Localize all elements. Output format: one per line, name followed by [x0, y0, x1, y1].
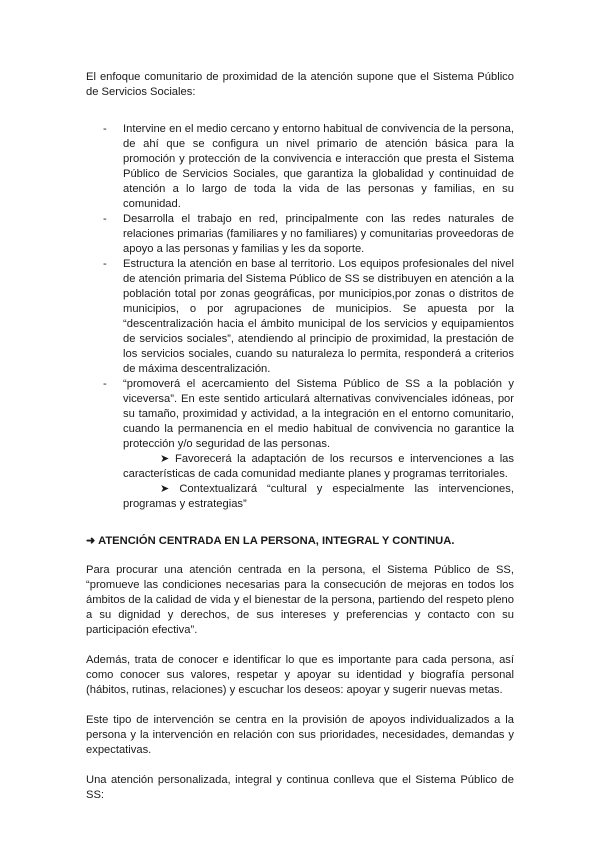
dash-bullet: -: [103, 213, 107, 225]
dash-bullet: -: [103, 123, 107, 135]
list-item: [86, 377, 514, 452]
body-paragraph: Una atención personalizada, integral y continua conlleva que el Sistema Público de SS:: [86, 774, 514, 801]
sub-point-text: ➤ Favorecerá la adaptación de los recursos e intervenciones a las características de cada comunidad mediante planes y programas territoriales.: [123, 453, 514, 480]
list-item: [86, 257, 514, 377]
intro-paragraph: El enfoque comunitario de proximidad de la atención supone que el Sistema Público de Servicios Sociales:: [86, 71, 514, 98]
sub-point: [123, 482, 514, 512]
list-item-text: Desarrolla el trabajo en red, principalmente con las redes naturales de relaciones primarias (familiares y no familiares) y comunitarias proveedoras de apoyo a las personas y familias y les da soporte.: [123, 213, 514, 255]
body-paragraph: Para procurar una atención centrada en la persona, el Sistema Público de SS, “promueve las condiciones necesarias para la consecución de mejoras en todos los ámbitos de la calidad de vida y el bienestar de la persona, partiendo del respeto pleno a su dignidad y derechos, de sus intereses y preferencias y contacto con su participación efectiva”.: [86, 564, 514, 636]
sub-point-text: ➤ Contextualizará “cultural y especialmente las intervenciones, programas y estrategias”: [123, 483, 514, 510]
list-item: [86, 122, 514, 212]
dash-bullet: -: [103, 378, 107, 390]
body-paragraph: Además, trata de conocer e identificar lo que es importante para cada persona, así como conocer sus valores, respetar y apoyar su identidad y biografía personal (hábitos, rutinas, relaciones) y escuchar los deseos: apoyar y sugerir nuevas metas.: [86, 654, 514, 696]
document-page: [86, 70, 514, 803]
list-item-text: Intervine en el medio cercano y entorno habitual de convivencia de la persona, de ahí que se configura un nivel primario de atención básica para la promoción y protección de la convivencia e interacción que presta el Sistema Público de Servicios Sociales, que garantiza la globalidad y continuidad de atención a lo largo de toda la vida de las personas y familias, en su comunidad.: [123, 123, 514, 210]
list-item: [86, 212, 514, 257]
list-item-text: “promoverá el acercamiento del Sistema Público de SS a la población y viceversa”. En este sentido articulará alternativas convivenciales idóneas, por su tamaño, proximidad y actividad, a la integración en el entorno comunitario, cuando la permanencia en el medio habitual de convivencia no garantice la protección y/o seguridad de las personas.: [123, 378, 514, 450]
bullet-list: [86, 122, 514, 452]
sub-point: [123, 452, 514, 482]
list-item-text: Estructura la atención en base al territorio. Los equipos profesionales del nivel de atención primaria del Sistema Público de SS se distribuyen en atención a la población total por zonas geográficas, por municipios,por zonas o distritos de municipios, o por agrupaciones de municipios. Se apuesta por la “descentralización hacia el ámbito municipal de los servicios y equipamientos de servicios sociales”, atendiendo al principio de proximidad, la prestación de los servicios sociales, cuando su naturaleza lo permita, responderá a criterios de máxima descentralización.: [123, 258, 514, 375]
section-heading: ➜ ATENCIÓN CENTRADA EN LA PERSONA, INTEGRAL Y CONTINUA.: [86, 535, 455, 547]
dash-bullet: -: [103, 258, 107, 270]
body-paragraph: Este tipo de intervención se centra en la provisión de apoyos individualizados a la persona y la intervención en relación con sus prioridades, necesidades, demandas y expectativas.: [86, 714, 514, 756]
